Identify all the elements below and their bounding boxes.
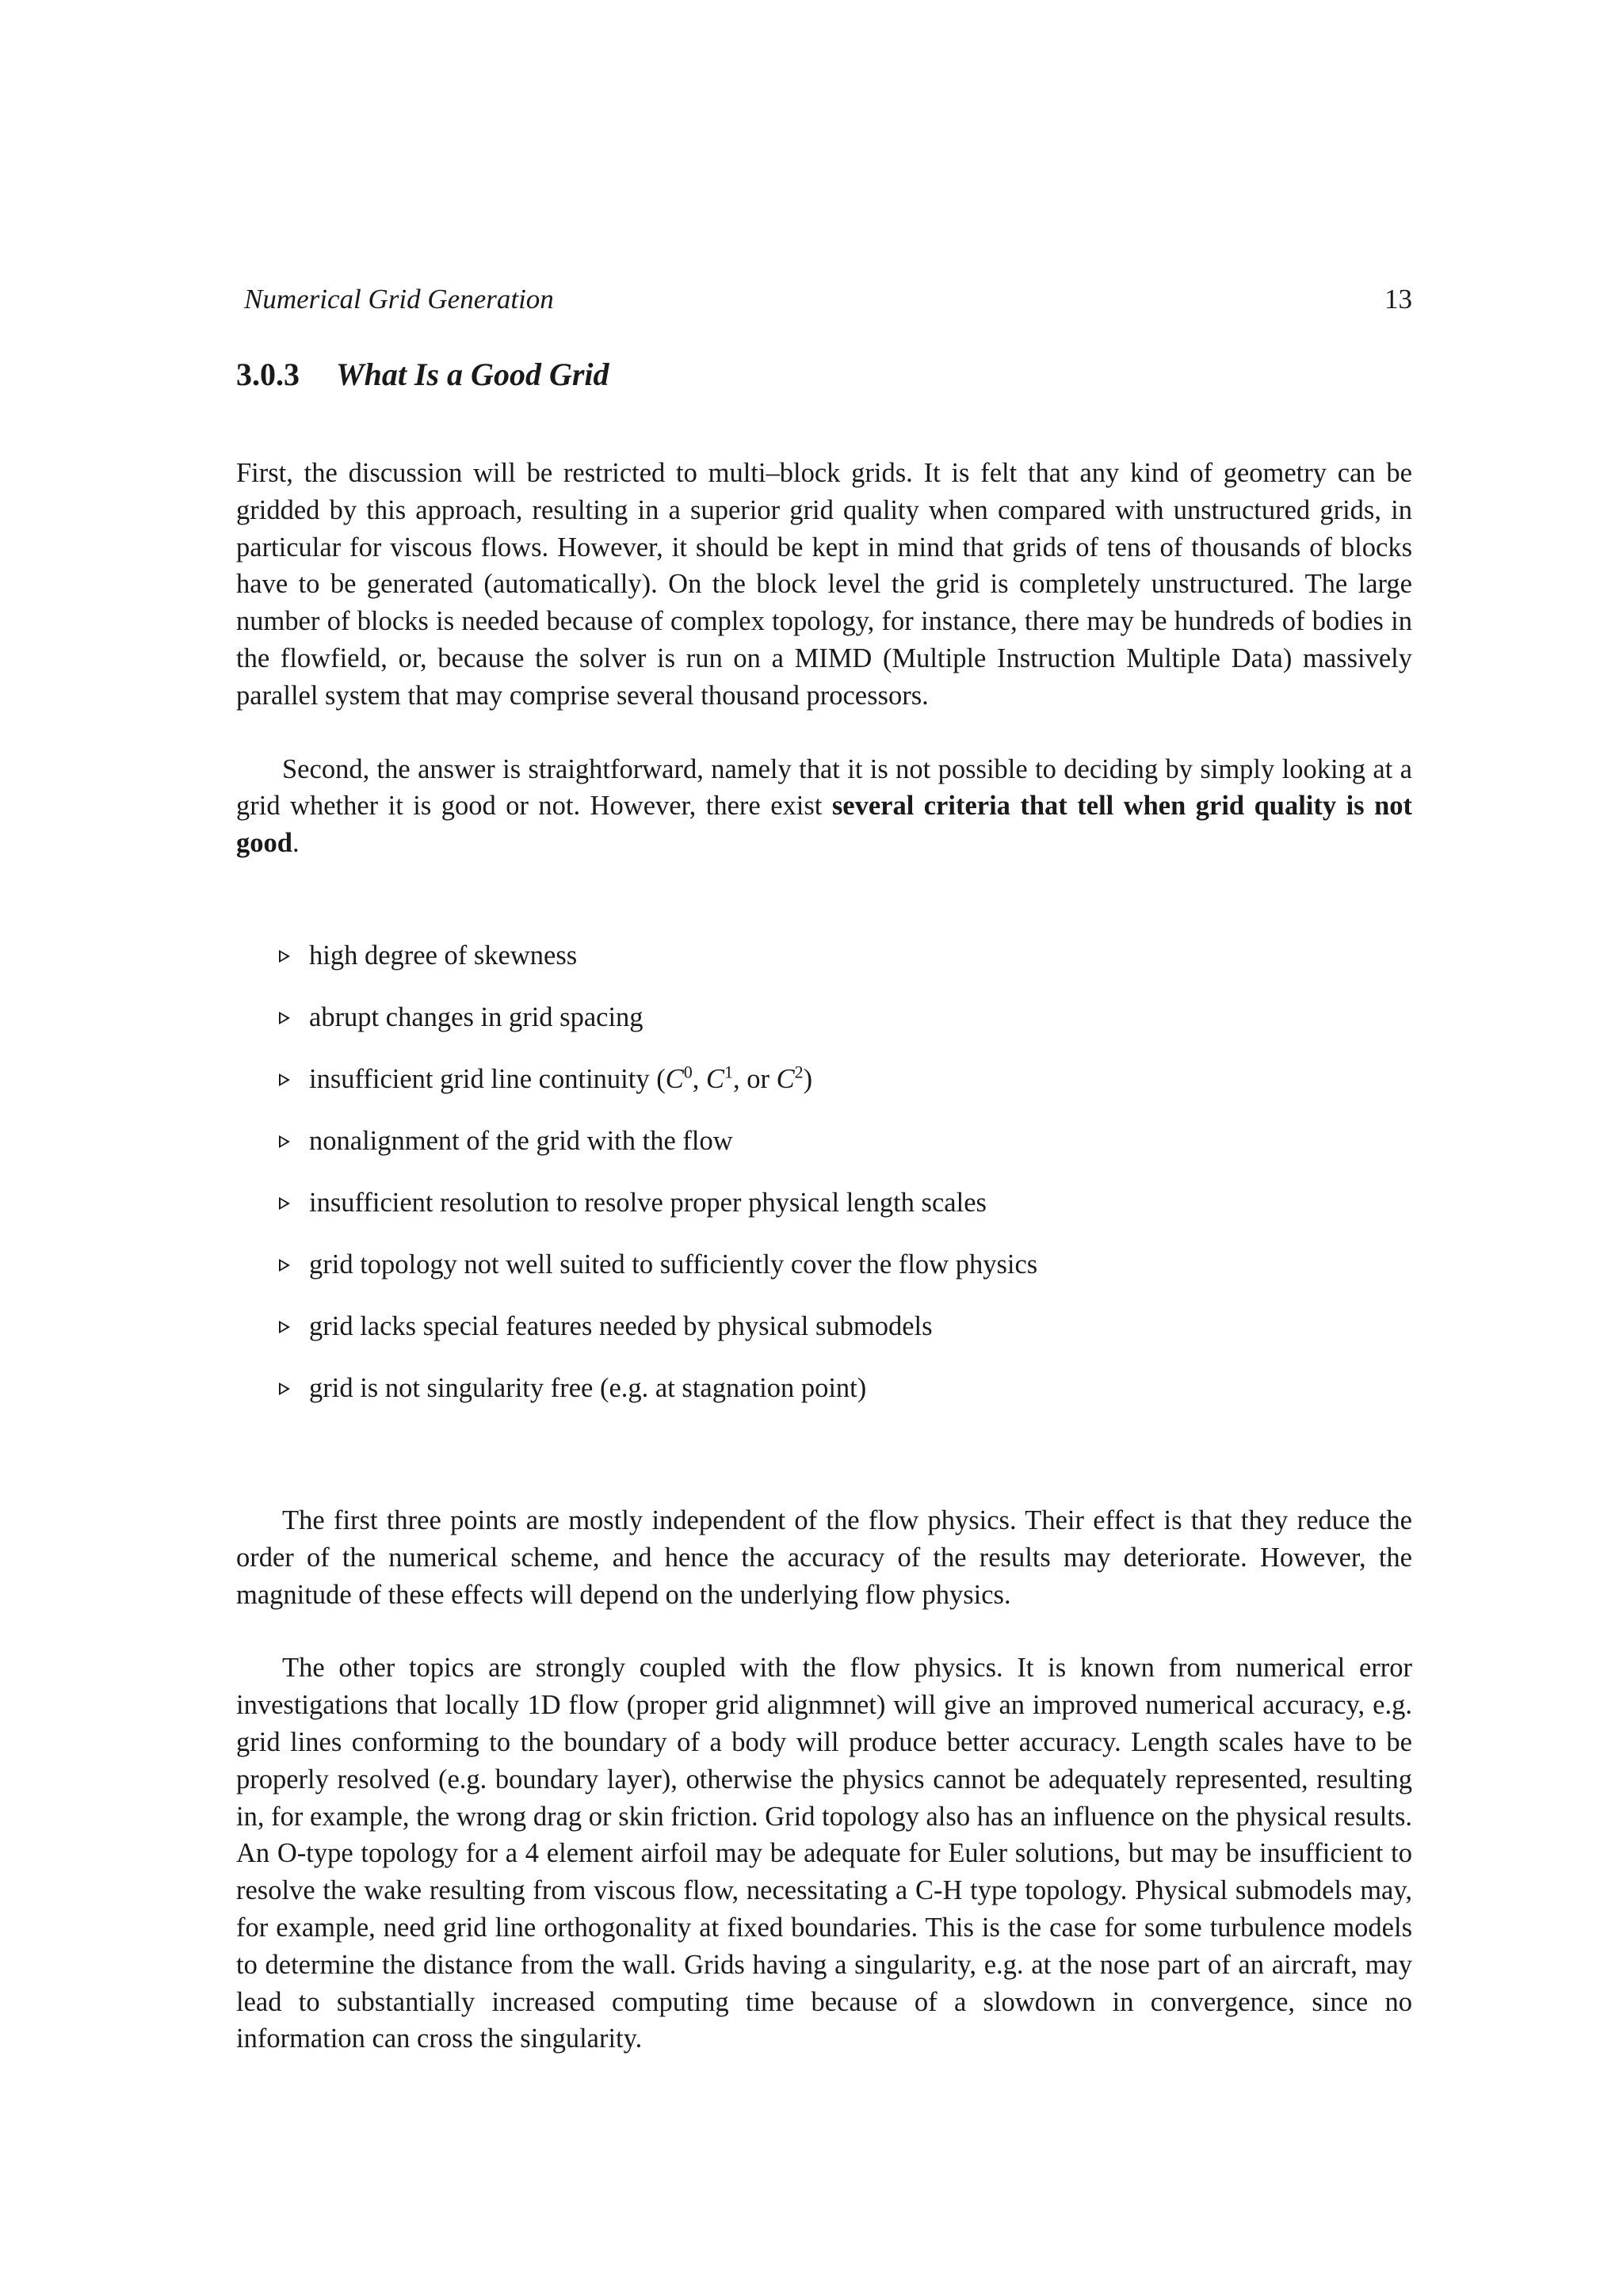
running-head-title: Numerical Grid Generation <box>244 284 554 315</box>
triangle-right-outline-icon <box>279 1259 290 1272</box>
triangle-right-outline-icon <box>279 950 290 963</box>
paragraph-criteria-intro-end: . <box>292 828 300 859</box>
math-sup-0: 0 <box>683 1062 693 1082</box>
criteria-list <box>236 938 1412 1405</box>
triangle-right-outline-icon <box>279 1321 290 1333</box>
math-sup-2: 2 <box>794 1062 804 1082</box>
list-item-text: grid topology not well suited to sufficiently cover the flow physics <box>309 1249 1038 1280</box>
emphasis-criteria: several criteria that tell when grid quality is not good <box>236 791 1412 859</box>
paragraph-criteria-intro <box>236 751 1412 862</box>
list-item-text: nonalignment of the grid with the flow <box>309 1125 733 1156</box>
continuity-sep-1: , <box>692 1063 706 1094</box>
list-item-text <box>309 1062 812 1097</box>
list-item-text: insufficient resolution to resolve proper physical length scales <box>309 1187 987 1218</box>
list-item <box>236 1123 1412 1158</box>
list-item-text: abrupt changes in grid spacing <box>309 1001 643 1032</box>
list-item <box>236 1247 1412 1282</box>
triangle-right-outline-icon <box>279 1074 290 1086</box>
section-number: 3.0.3 <box>236 357 300 392</box>
list-item <box>236 1000 1412 1035</box>
continuity-sep-2: , or <box>732 1063 777 1094</box>
triangle-right-outline-icon <box>279 1012 290 1024</box>
section-title: What Is a Good Grid <box>336 357 609 392</box>
section-heading <box>236 355 1412 395</box>
list-item <box>236 938 1412 973</box>
paragraph-multiblock: First, the discussion will be restricted to multi–block grids. It is felt that any kind of geometry can be gridded by this approach, resulting in a superior grid quality when compared with unstructured grids, in particular for viscous flows. However, it should be kept in mind that grids of tens of thousands of blocks have to be generated (automatically). On the block level the grid is completely unstructured. The large number of blocks is needed because of complex topology, for instance, there may be hundreds of bodies in the flowfield, or, because the solver is run on a MIMD (Multiple Instruction Multiple Data) massively parallel system that may comprise several thousand processors. <box>236 458 1412 711</box>
page-number: 13 <box>1384 284 1412 315</box>
paragraph-criteria-intro-text: Second, the answer is straightforward, namely that it is not possible to deciding by simply looking at a grid whether it is good or not. However, there exist <box>236 753 1412 822</box>
list-item <box>236 1185 1412 1220</box>
list-item <box>236 1371 1412 1405</box>
page-content <box>236 282 1412 2058</box>
math-c-letter: C <box>705 1063 724 1094</box>
list-item-text: high degree of skewness <box>309 940 578 971</box>
math-c-letter: C <box>776 1063 795 1094</box>
math-c0 <box>666 1064 693 1094</box>
math-c2 <box>777 1064 804 1094</box>
list-item-text: grid is not singularity free (e.g. at stagnation point) <box>309 1372 867 1403</box>
math-c1 <box>706 1064 733 1094</box>
paragraph-other-topics: The other topics are strongly coupled with the flow physics. It is known from numerical error investigations that locally 1D flow (proper grid alignmnet) will give an improved numerical accuracy, e.g. grid lines conforming to the boundary of a body will produce better accuracy. Length scales have to be properly resolved (e.g. boundary layer), otherwise the physics cannot be adequately represented, resulting in, for example, the wrong drag or skin friction. Grid topology also has an influence on the physical results. An O-type topology for a 4 element airfoil may be adequate for Euler solutions, but may be insufficient to resolve the wake resulting from viscous flow, necessitating a C-H type topology. Physical submodels may, for example, need grid line orthogonality at fixed boundaries. This is the case for some turbulence models to determine the distance from the wall. Grids having a singularity, e.g. at the nose part of an aircraft, may lead to substantially increased computing time because of a slowdown in convergence, since no information can cross the singularity. <box>236 1653 1412 2054</box>
continuity-suffix: ) <box>803 1063 813 1094</box>
math-c-letter: C <box>665 1063 684 1094</box>
triangle-right-outline-icon <box>279 1383 290 1395</box>
continuity-prefix: insufficient grid line continuity ( <box>309 1063 666 1094</box>
running-head <box>244 282 1412 317</box>
list-item-text: grid lacks special features needed by physical submodels <box>309 1310 933 1341</box>
triangle-right-outline-icon <box>279 1197 290 1210</box>
paragraph-first-three-points: The first three points are mostly independent of the flow physics. Their effect is that they reduce the order of the numerical scheme, and hence the accuracy of the results may deteriorate. However, the magnitude of these effects will depend on the underlying flow physics. <box>236 1505 1412 1610</box>
triangle-right-outline-icon <box>279 1135 290 1148</box>
list-item <box>236 1309 1412 1344</box>
list-item <box>236 1062 1412 1097</box>
math-sup-1: 1 <box>724 1062 733 1082</box>
